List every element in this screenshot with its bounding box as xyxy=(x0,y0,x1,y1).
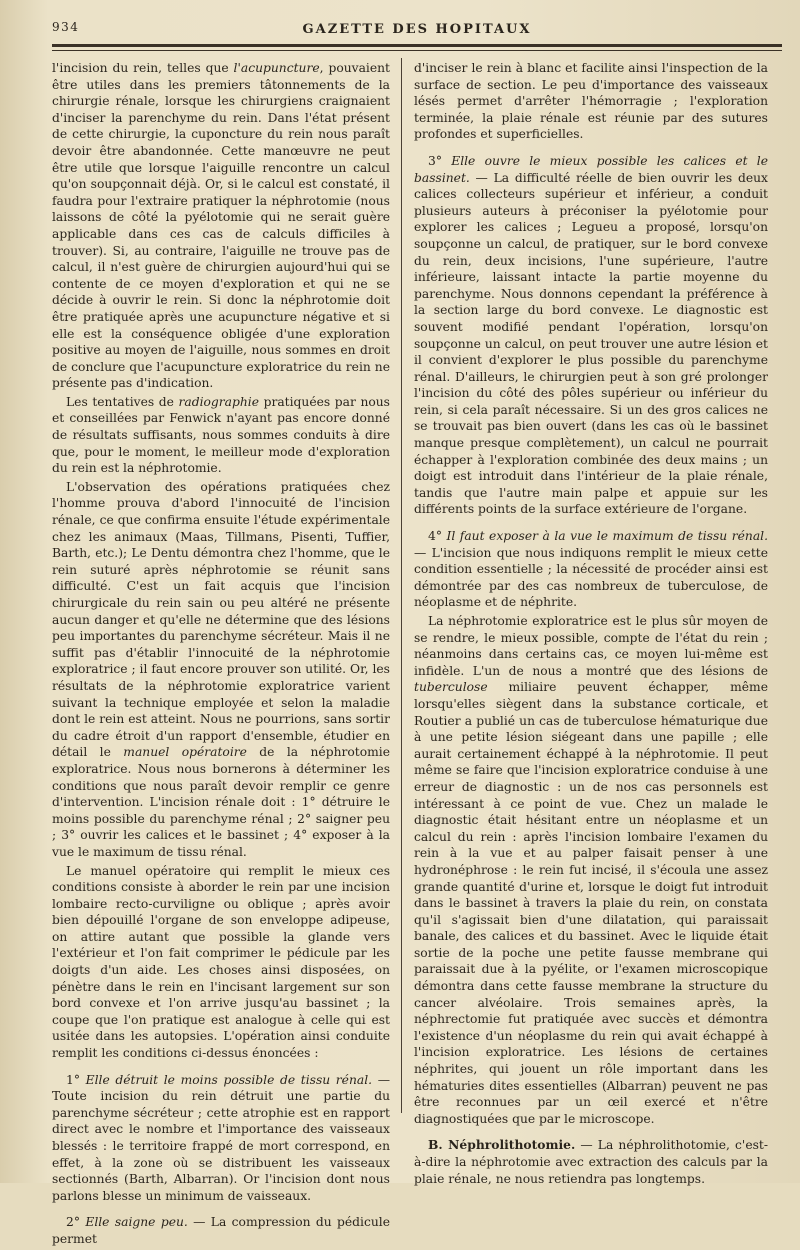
header-rule-thick xyxy=(52,44,782,47)
text-run: miliaire peuvent échapper, même lorsqu'elles siègent dans la substance corticale, et Routier a publié un cas de tuberculose hématurique due à une petite lésion siégeant dans une papille ; elle aurait certainement échappé à la néphrotomie. Il peut même se faire que l'incision exploratrice conduise à une erreur de diagnostic : un de nos cas personnels est intéressant à ce point de vue. Chez un malade le diagnostic était hésitant entre un néoplasme et un calcul du rein : après l'incision lombaire l'examen du rein à la vue et au palper faisait penser à une hydronéphrose : le rein fut incisé, il s'écoula une assez grande quantité d'urine et, lorsque le doigt fut introduit dans le bassinet à travers la plaie du rein, on constata qu'il s'agissait bien d'une dilatation, qui paraissait banale, des calices et du bassinet. Avec le liquide était sortie de la poche une petite fausse membrane qui paraissait due à la pyélite, or l'examen microscopique démontra dans cette fausse membrane la structure du cancer alvéolaire. Trois semaines après, la néphrectomie fut pratiquée avec succès et démontra l'existence d'un néoplasme du rein qui avait échappé à l'incision exploratrice. Les lésions de certaines néphrites, qui jouent un rôle important dans les hématuries dites essentielles (Albarran) peuvent ne pas être reconnues par un œil exercé et n'être diagnostiquées que par le microscope. xyxy=(414,680,768,1126)
page-header xyxy=(52,14,782,44)
item-number: 4° xyxy=(428,529,447,544)
right-column xyxy=(414,60,768,1189)
text-run: L'observation des opérations pratiquées chez l'homme prouva d'abord l'innocuité de l'incision rénale, ce que confirma ensuite l'étude expérimentale chez les animaux (Maas, Tillmans, Pisenti, Tuffier, Barth, etc.); Le Dentu démontra chez l'homme, que le rein suturé après néphrotomie se réunit sans difficulté. C'est un fait acquis que l'incision chirurgicale du rein sain ou peu altéré ne présente aucun danger et qu'elle ne détermine que des lésions peu importantes du parenchyme sécréteur. Mais il ne suffit pas d'établir l'innocuité de la néphrotomie exploratrice ; il faut encore prouver son utilité. Or, les résultats de la néphrotomie exploratrice varient suivant la technique employée et selon la maladie dont le rein est atteint. Nous ne pourrions, sans sortir du cadre étroit d'un rapport d'ensemble, étudier en détail le xyxy=(52,479,390,760)
page-number: 934 xyxy=(52,20,80,34)
text-run: Les tentatives de xyxy=(66,394,179,409)
section-paragraph xyxy=(414,1137,768,1187)
item-number: 2° xyxy=(66,1215,86,1230)
item-heading: Il faut exposer à la vue le maximum de tissu rénal. xyxy=(446,529,768,544)
text-run: — L'incision que nous indiquons remplit le mieux cette condition essentielle ; la nécessité de procéder ainsi est démontrée par des cas nombreux de tuberculose, de néoplasme et de néphrite. xyxy=(414,545,768,610)
text-run: — Toute incision du rein détruit une partie du parenchyme sécréteur ; cette atrophie est en rapport direct avec le nombre et l'importance des vaisseaux blessés : le territoire frappé de mort correspond, en effet, à la zone où se distribuent les vaisseaux sectionnés (Barth, Albarran). Or l'incision dont nous parlons blesse un minimum de vaisseaux. xyxy=(52,1072,390,1203)
section-heading: B. Néphrolithotomie. xyxy=(428,1137,576,1153)
paragraph xyxy=(52,479,390,861)
italic-term: l'acupuncture xyxy=(233,61,320,75)
text-run: — La difficulté réelle de bien ouvrir les deux calices collecteurs supérieur et inférieur, a conduit plusieurs auteurs à préconiser la pyélotomie pour explorer les calices ; Legueu a proposé, lorsqu'on soupçonne un calcul, de pratiquer, sur le bord convexe du rein, deux incisions, l'une supérieure, l'autre inférieure, laissant intacte la partie moyenne du parenchyme. Nous donnons cependant la préférence à la section large du bord convexe. Le diagnostic est souvent modifié pendant l'opération, lorsqu'on soupçonne un calcul, on peut trouver une autre lésion et il convient d'explorer le plus possible du parenchyme rénal. D'ailleurs, le chirurgien peut à son gré prolonger l'incision du côté des pôles supérieur ou inférieur du rein, si cela paraît nécessaire. Si un des gros calices ne se trouvait pas bien ouvert (dans les cas où le bassinet manque presque complètement), un calcul ne pourrait échapper à l'exploration combinée des deux mains ; un doigt est introduit dans l'intérieur de la plaie rénale, tandis que l'autre main palpe et appuie sur les différents points de la surface extérieure de l'organe. xyxy=(414,170,768,517)
item-number: 1° xyxy=(66,1072,86,1087)
text-run: , pouvaient être utiles dans les premiers tâtonnements de la chirurgie rénale, lorsque les chirurgiens craignaient d'inciser la parenchyme du rein. Dans l'état présent de cette chirurgie, la cuponcture du rein nous paraît devoir être abandonnée. Cette manœuvre ne peut être utile que lorsque l'aiguille rencontre un calcul qu'on soupçonnait déjà. Or, si le calcul est constaté, il faudra pour l'extraire pratiquer la néphrotomie (nous laissons de côté la pyélotomie qui ne serait guère applicable dans ces cas de calculs difficiles à trouver). Si, au contraire, l'aiguille ne trouve pas de calcul, il n'est guère de chirurgien aujourd'hui qui se contente de ce moyen d'exploration et qui ne se décide à ouvrir le rein. Si donc la néphrotomie doit être pratiquée après une acupuncture négative et si elle est la conséquence obligée d'une exploration positive au moyen de l'aiguille, nous sommes en droit de conclure que l'acupuncture exploratrice du rein ne présente pas d'indication. xyxy=(52,61,390,391)
italic-term: manuel opératoire xyxy=(123,745,247,760)
item-heading: Elle détruit le moins possible de tissu rénal. xyxy=(85,1072,373,1087)
paragraph xyxy=(52,394,390,477)
column-divider xyxy=(401,58,402,1113)
paragraph xyxy=(52,60,390,392)
text-run: — La compression du pédicule permet xyxy=(52,1215,390,1246)
numbered-paragraph xyxy=(52,1072,390,1205)
text-run: — La néphrolithotomie, c'est-à-dire la néphrotomie avec extraction des calculs par la plaie rénale, ne nous retiendra pas longtemps. xyxy=(414,1138,768,1186)
text-run: l'incision du rein, telles que xyxy=(52,61,234,75)
italic-term: radiographie xyxy=(178,394,259,409)
text-run: de la néphrotomie exploratrice. Nous nous bornerons à déterminer les conditions que nous paraît devoir remplir ce genre d'intervention. L'incision rénale doit : 1° détruire le moins possible du parenchyme rénal ; 2° saigner peu ; 3° ouvrir les calices et le bassinet ; 4° exposer à la vue le maximum de tissu rénal. xyxy=(52,745,390,859)
item-heading: Elle ouvre le mieux possible les calices et le bassinet. xyxy=(414,153,768,185)
text-run: La néphrotomie exploratrice est le plus sûr moyen de se rendre, le mieux possible, compte de l'état du rein ; néanmoins dans certains cas, ce moyen lui-même est infidèle. L'un de nous a montré que des lésions de xyxy=(414,614,768,678)
paragraph xyxy=(414,613,768,1127)
item-heading: Elle saigne peu. xyxy=(85,1215,188,1230)
numbered-paragraph xyxy=(414,153,768,518)
item-number: 3° xyxy=(428,153,452,168)
italic-term: tuberculose xyxy=(414,680,488,695)
numbered-paragraph xyxy=(414,528,768,611)
paragraph: Le manuel opératoire qui remplit le mieux ces conditions consiste à aborder le rein par une incision lombaire recto-curviligne ou oblique ; après avoir bien dépouillé l'organe de son enveloppe adipeuse, on attire autant que possible la glande vers l'extérieur et l'on fait comprimer le pédicule par les doigts d'un aide. Les choses ainsi disposées, on pénètre dans le rein en l'incisant largement sur son bord convexe et l'on arrive jusqu'au bassinet ; la coupe que l'on pratique est analogue à celle qui est usitée dans les autopsies. L'opération ainsi conduite remplit les conditions ci-dessus énoncées : xyxy=(52,863,390,1061)
header-rule-thin xyxy=(52,50,782,51)
numbered-paragraph xyxy=(52,1214,390,1247)
paragraph: d'inciser le rein à blanc et facilite ainsi l'inspection de la surface de section. Le peu d'importance des vaisseaux lésés permet d'arrêter l'hémorragie ; l'exploration terminée, la plaie rénale est réunie par des sutures profondes et superficielles. xyxy=(414,61,768,142)
text-run: pratiquées par nous et conseillées par Fenwick n'ayant pas encore donné de résultats suffisants, nous sommes conduits à dire que, pour le moment, le meilleur mode d'exploration du rein est la néphrotomie. xyxy=(52,394,390,476)
left-column xyxy=(52,60,390,1250)
running-title: GAZETTE DES HOPITAUX xyxy=(302,22,532,37)
